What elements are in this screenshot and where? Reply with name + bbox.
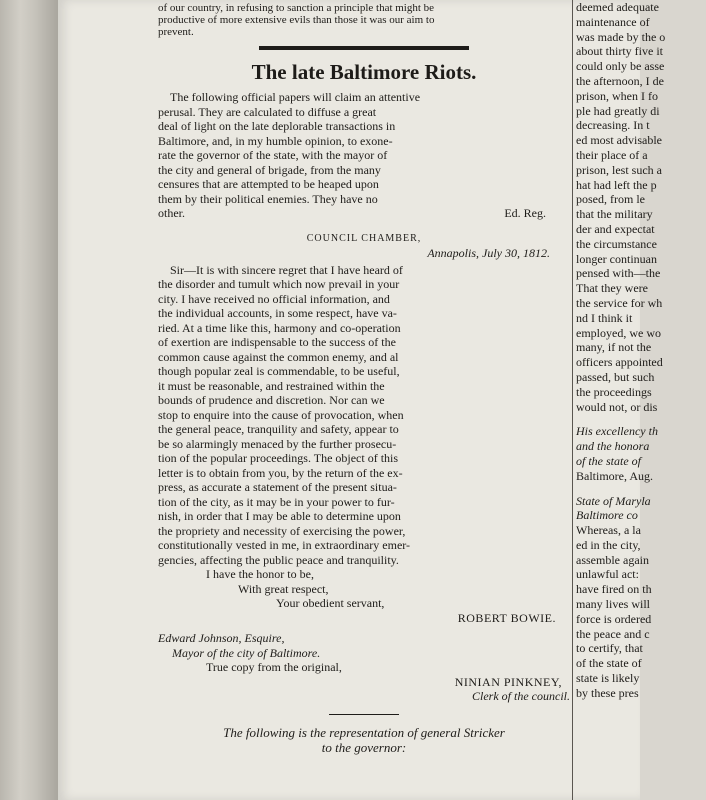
letter-line: the individual accounts, in some respect, have va- — [158, 306, 397, 320]
intro-line: Baltimore, and, in my humble opinion, to exone- — [158, 133, 393, 148]
right-column-line: deemed adequate — [576, 0, 659, 14]
clerk-title: Clerk of the council. — [472, 689, 570, 703]
intro-line: them by their political enemies. They have no — [158, 191, 378, 206]
right-column-line: force is ordered — [576, 611, 652, 626]
section-rule — [259, 46, 469, 50]
right-column-line: many lives will — [576, 597, 650, 612]
right-column-line: by these pres — [576, 685, 639, 700]
right-column-line: employed, we wo — [576, 325, 661, 340]
right-column-line: Whereas, a la — [576, 523, 641, 538]
right-column-line: His excellency th — [576, 424, 658, 439]
intro-line: perusal. They are calculated to diffuse a great — [158, 104, 377, 119]
right-column-line: assemble again — [576, 552, 649, 567]
right-column-line: of the state of — [576, 453, 641, 468]
right-column-line: longer continuan — [576, 251, 657, 266]
right-column-line: the service for wh — [576, 295, 663, 310]
right-column-line: have fired on th — [576, 582, 652, 597]
right-column-line: ple had greatly di — [576, 103, 660, 118]
intro-line: The following official papers will claim an attentive — [170, 90, 421, 104]
right-column-line: and the honora — [576, 439, 650, 454]
clerk-name: NINIAN PINKNEY, — [454, 674, 562, 689]
right-column-line: nd I think it — [576, 310, 633, 325]
letter-line: gencies, affecting the public peace and tranquility. — [158, 552, 399, 567]
letter-body — [158, 263, 570, 568]
newspaper-page — [58, 0, 666, 800]
intro-line: deal of light on the late deplorable transactions in — [158, 119, 396, 133]
right-column-line: der and expectat — [576, 221, 655, 236]
letter-line: letter is to obtain from you, by the return of the ex- — [158, 465, 403, 480]
next-article-intro: to the governor: — [321, 739, 407, 755]
right-column-line: State of Maryla — [576, 493, 651, 508]
closing-line: I have the honor to be, — [206, 567, 314, 581]
next-article-intro: The following is the representation of general Stricker — [223, 724, 505, 740]
letter-line: be so alarmingly menaced by the further prosecu- — [158, 436, 397, 451]
column-gap — [576, 484, 706, 494]
addressee-name: Edward Johnson, Esquire, — [158, 631, 285, 645]
right-column-line: prison, when I fo — [576, 88, 658, 103]
right-column-line: posed, from le — [576, 192, 645, 207]
letter-line: it must be reasonable, and restrained within the — [158, 378, 385, 393]
right-column-line: state is likely — [576, 671, 640, 686]
right-column-line: ed most advisable — [576, 133, 662, 148]
right-column-line: decreasing. In t — [576, 118, 650, 133]
right-column-line: the circumstance — [576, 236, 657, 251]
letter-place-date: Annapolis, July 30, 1812. — [427, 245, 550, 260]
top-line: of our country, in refusing to sanction a principle that might be — [158, 2, 435, 14]
right-column-line: that the military — [576, 207, 653, 222]
letter-line: of exertion are indispensable to the success of the — [158, 335, 396, 349]
letter-line: common cause against the common enemy, and al — [158, 349, 399, 364]
top-line: productive of more extensive evils than those it was our aim to — [158, 14, 435, 26]
closing-line: With great respect, — [238, 581, 329, 596]
letter-line: Sir—It is with sincere regret that I have heard of — [170, 262, 403, 277]
letter-heading: COUNCIL CHAMBER, — [306, 232, 422, 244]
top-line: prevent. — [158, 26, 194, 38]
letter-line: nish, in order that I may be able to determine upon — [158, 509, 401, 523]
true-copy-line: True copy from the original, — [206, 660, 342, 674]
letter-line: tion of the popular proceedings. The object of this — [158, 451, 399, 465]
signer-name: ROBERT BOWIE. — [457, 610, 556, 625]
letter-line: the propriety and necessity of exercising the power, — [158, 523, 406, 538]
right-column-line: their place of a — [576, 147, 648, 162]
right-column-line: unlawful act: — [576, 567, 639, 582]
addressee-title: Mayor of the city of Baltimore. — [172, 645, 321, 660]
letter-line: the disorder and tumult which now prevail in your — [158, 277, 400, 291]
right-column-line: Baltimore co — [576, 508, 638, 523]
letter-line: city. I have received no official information, and — [158, 291, 390, 306]
divider-rule — [329, 714, 399, 715]
top-fragment — [158, 2, 570, 38]
letter-line: tion of the city, as it may be in your power to fur- — [158, 494, 395, 509]
letter-line: ried. At a time like this, harmony and co-operation — [158, 320, 401, 335]
right-column-line: prison, lest such a — [576, 162, 662, 177]
column-rule — [572, 0, 573, 800]
right-column-line: Baltimore, Aug. — [576, 468, 653, 483]
right-column-line: the afternoon, I de — [576, 73, 664, 88]
right-column-line: hat had left the p — [576, 177, 657, 192]
right-column-line: That they were — [576, 281, 648, 296]
right-column-line: many, if not the — [576, 340, 652, 355]
intro-line: censures that are attempted to be heaped upon — [158, 177, 379, 191]
right-column-line: the proceedings — [576, 384, 652, 399]
right-column-line: would not, or dis — [576, 399, 658, 414]
column-gap — [576, 414, 706, 424]
editor-intro — [158, 90, 570, 221]
book-binding-margin — [0, 0, 58, 800]
intro-line: the city and general of brigade, from the many — [158, 162, 381, 177]
intro-line: other. — [158, 206, 185, 220]
letter-line: press, as accurate a statement of the present situa- — [158, 480, 397, 494]
right-column-line: pensed with—the — [576, 266, 661, 281]
closing-line: Your obedient servant, — [276, 596, 385, 610]
letter-line: stop to enquire into the cause of provocation, when — [158, 407, 404, 422]
intro-line: rate the governor of the state, with the mayor of — [158, 148, 388, 162]
right-column — [576, 0, 706, 800]
right-column-line: maintenance of — [576, 14, 650, 29]
right-column-line: to certify, that — [576, 641, 643, 656]
letter-closing — [158, 567, 570, 704]
right-column-line: could only be asse — [576, 59, 665, 74]
editor-signature: Ed. Reg. — [504, 206, 546, 220]
right-column-line: passed, but such — [576, 369, 655, 384]
right-column-line: of the state of — [576, 656, 642, 671]
right-column-line: about thirty five it — [576, 44, 663, 59]
letter-line: constitutionally vested in me, in extraordinary emer- — [158, 538, 411, 552]
letter-line: though popular zeal is commendable, to be useful, — [158, 364, 400, 378]
right-column-line: ed in the city, — [576, 537, 641, 552]
article-headline: The late Baltimore Riots. — [251, 60, 477, 84]
letter-line: the general peace, tranquility and safety, appear to — [158, 422, 399, 436]
letter-line: bounds of prudence and discretion. Nor can we — [158, 393, 385, 407]
right-column-line: officers appointed — [576, 355, 663, 370]
right-column-line: was made by the o — [576, 29, 666, 44]
main-column — [158, 0, 570, 800]
right-column-line: the peace and c — [576, 626, 650, 641]
